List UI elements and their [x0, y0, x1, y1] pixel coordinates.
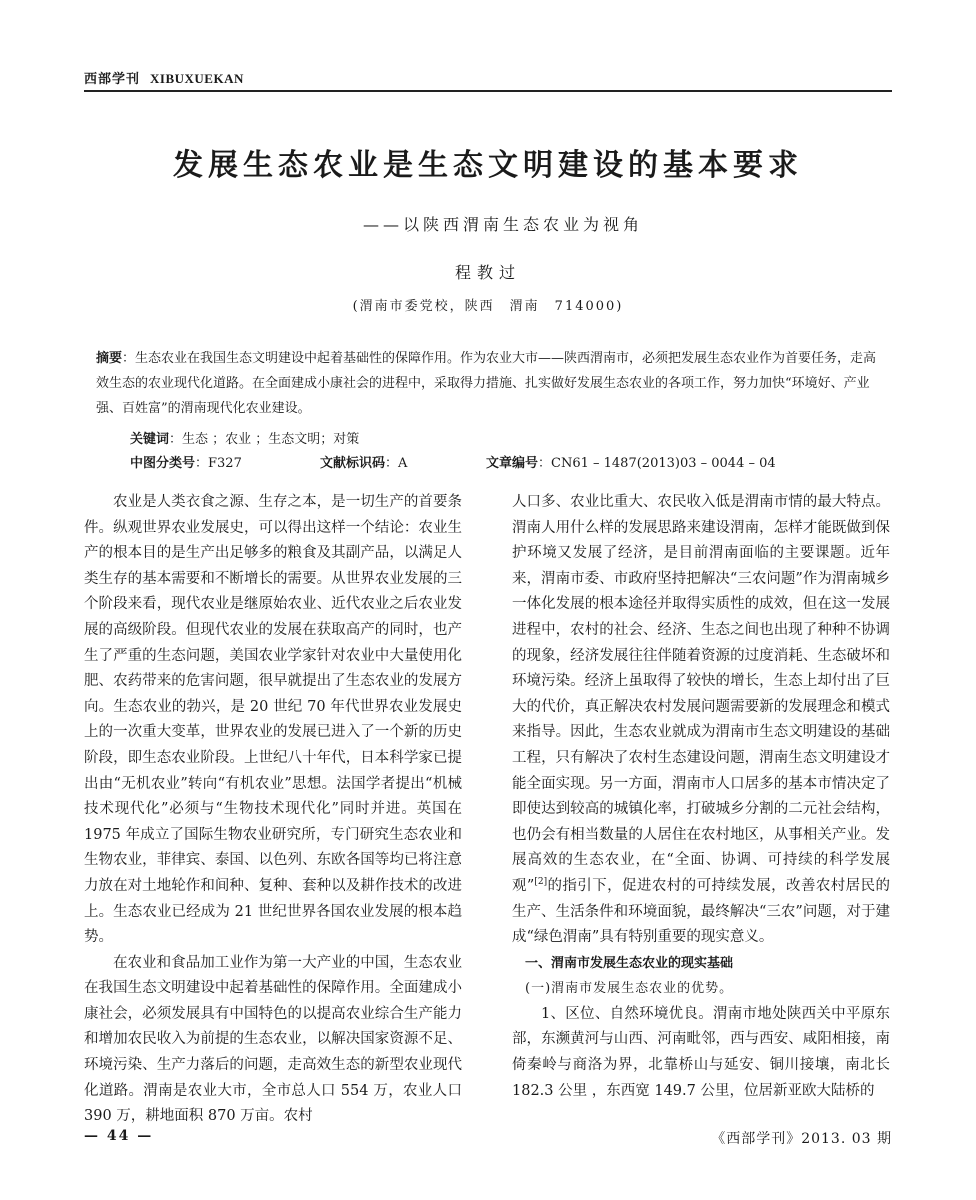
author-name: 程教过 — [454, 263, 521, 282]
body-paragraph: 人口多、农业比重大、农民收入低是渭南市情的最大特点。渭南人用什么样的发展思路来建设渭南，怎样才能既做到保护环境又发展了经济，是目前渭南面临的主要课题。近年来，渭南市委、市政府坚持把解决“三农问题”作为渭南城乡一体化发展的根本途径并取得实质性的成效，但在这一发展进程中，农村的社会、经济、生态之间也出现了种种不协调的现象，经济发展往往伴随着资源的过度消耗、生态破坏和环境污染。经济上虽取得了较快的增长，生态上却付出了巨大的代价，真正解决农村发展问题需要新的发展理念和模式来指导。因此，生态农业就成为渭南市生态文明建设的基础工程，只有解决了农村生态建设问题，渭南生态文明建设才能全面实现。另一方面，渭南市人口居多的基本市情决定了即使达到较高的城镇化率，打破城乡分割的二元社会结构，也仍会有相当数量的人居住在农村地区，从事相关产业。发展高效的生态农业，在“全面、协调、可持续的科学发展观”[2]的指引下，促进农村的可持续发展，改善农村居民的生产、生活条件和环境面貌，最终解决“三农”问题，对于建成“绿色渭南”具有特别重要的现实意义。 — [512, 494, 890, 946]
clc-number: 中图分类号：F327 — [130, 456, 242, 471]
keywords — [130, 428, 359, 447]
article-number: 文章编号：CN61 – 1487(2013)03 – 0044 – 04 — [486, 456, 776, 471]
abstract — [96, 346, 880, 421]
abstract-text: ：生态农业在我国生态文明建设中起着基础性的保障作用。作为农业大市——陕西渭南市，必须把发展生态农业作为首要任务，走高效生态的农业现代化道路。在全面建成小康社会的进程中，采取得力措施、扎实做好发展生态农业的各项工作，努力加快“环境好、产业强、百姓富”的渭南现代化农业建设。 — [96, 351, 877, 416]
subsection-heading: (一)渭南市发展生态农业的优势。 — [525, 981, 734, 997]
body-paragraph: 在农业和食品加工业作为第一大产业的中国，生态农业在我国生态文明建设中起着基础性的保障作用。全面建成小康社会，必须发展具有中国特色的以提高农业综合生产能力和增加农民收入为前提的生态农业，以解决国家资源不足、环境污染、生产力落后的问题，走高效生态的新型农业现代化道路。渭南是农业大市，全市总人口 554 万，农业人口 390 万，耕地面积 870 万亩。农村 — [84, 954, 462, 1125]
keywords-label: 关键词 — [130, 432, 170, 447]
abstract-label: 摘要 — [96, 351, 123, 366]
body-paragraph: 农业是人类衣食之源、生存之本，是一切生产的首要条件。纵观世界农业发展史，可以得出这样一个结论：农业生产的根本目的是生产出足够多的粮食及其副产品，以满足人类生存的基本需要和不断增长的需要。从世界农业发展的三个阶段来看，现代农业是继原始农业、近代农业之后农业发展的高级阶段。但现代农业的发展在获取高产的同时，也产生了严重的生态问题，美国农业学家针对农业中大量使用化肥、农药带来的危害问题，很早就提出了生态农业的发展方向。生态农业的勃兴，是 20 世纪 70 年代世界农业发展史上的一次重大变革，世界农业的发展已进入了一个新的历史阶段，即生态农业阶段。上世纪八十年代，日本科学家已提出由“无机农业”转向“有机农业”思想。法国学者提出“机械技术现代化”必须与“生物技术现代化”同时并进。英国在 1975 年成立了国际生物农业研究所，专门研究生态农业和生物农业，菲律宾、泰国、以色列、东欧各国等均已将注意力放在对土地轮作和间种、复种、套种以及耕作技术的改进上。生态农业已经成为 21 世纪世界各国农业发展的根本趋势。 — [84, 494, 462, 946]
document-code: 文献标识码：A — [320, 456, 408, 471]
citation-ref: [2] — [534, 877, 548, 888]
journal-name-en: XIBUXUEKAN — [150, 71, 244, 86]
running-header — [84, 68, 244, 87]
classification-line — [130, 452, 880, 471]
article-subtitle: ——以陕西渭南生态农业为视角 — [362, 215, 643, 234]
left-column — [84, 490, 462, 1130]
author-affiliation: (渭南市委党校，陕西 渭南 714000) — [352, 299, 624, 314]
journal-name-cn: 西部学刊 — [84, 72, 141, 87]
keywords-text: ：生态 ；农业 ；生态文明；对策 — [169, 432, 360, 447]
issue-info: 《西部学刊》2013. 03 期 — [711, 1131, 892, 1147]
page-number: — 44 — — [84, 1128, 154, 1144]
header-rule — [84, 90, 892, 92]
body-paragraph: 1、区位、自然环境优良。渭南市地处陕西关中平原东部，东濒黄河与山西、河南毗邻，西与西安、咸阳相接，南倚秦岭与商洛为界，北靠桥山与延安、铜川接壤，南北长 182.3 公里 ，东西宽 149.7 公里，位居新亚欧大陆桥的 — [512, 1005, 890, 1099]
article-title: 发展生态农业是生态文明建设的基本要求 — [173, 148, 803, 183]
section-heading: 一、渭南市发展生态农业的现实基础 — [525, 955, 734, 971]
right-column — [512, 490, 890, 1104]
